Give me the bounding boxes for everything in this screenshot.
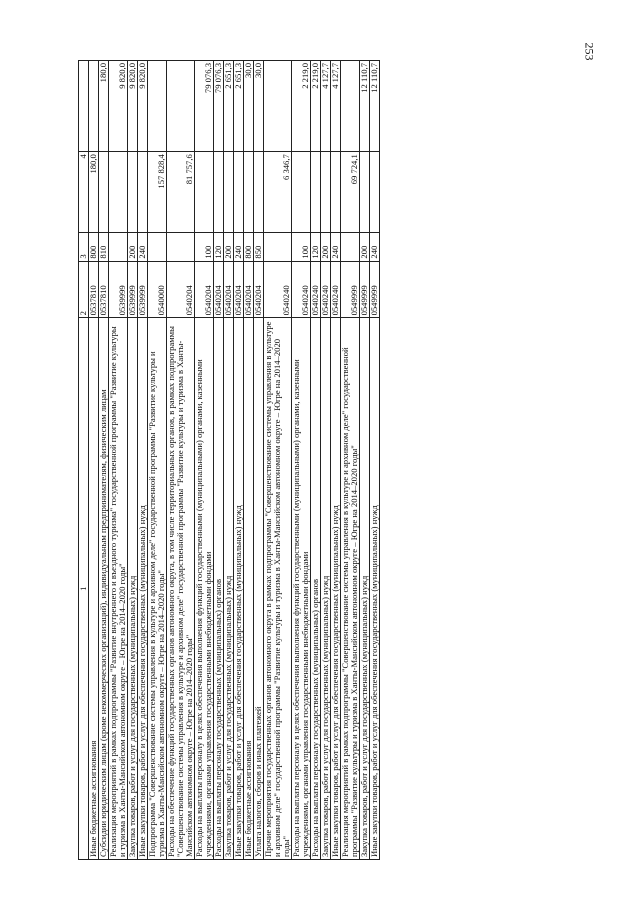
document-page (78, 60, 608, 860)
table-row (224, 61, 234, 860)
row-kvr (148, 232, 167, 261)
row-kvr: 100 (195, 232, 214, 261)
row-value-1 (311, 152, 321, 232)
row-kvr: 240 (331, 232, 341, 261)
header-col-5 (79, 61, 89, 152)
row-name: Закупка товаров, работ и услуг для государственных (муниципальных) нужд (224, 318, 234, 860)
row-value-2: 2 651,3 (224, 61, 234, 152)
row-kvr: 850 (254, 232, 264, 261)
row-kvr: 100 (292, 232, 311, 261)
row-code: 0539999 (109, 261, 128, 318)
row-value-1 (109, 152, 128, 232)
table-row (128, 61, 138, 860)
row-kvr: 810 (99, 232, 109, 261)
row-value-1 (360, 152, 370, 232)
row-name: Субсидии юридическим лицам (кроме некоммерческих организаций), индивидуальным предпринимателям, физическим лицам (99, 318, 109, 860)
row-value-2: 2 219,0 (311, 61, 321, 152)
table-row (360, 61, 370, 860)
table-body (89, 61, 380, 860)
row-code: 0540204 (224, 261, 234, 318)
row-value-1: 6 346,7 (264, 152, 292, 232)
row-kvr (264, 232, 292, 261)
row-value-2: 12 110,7 (370, 61, 380, 152)
row-code: 0539999 (138, 261, 148, 318)
row-value-2: 4 127,7 (331, 61, 341, 152)
table-row (264, 61, 292, 860)
row-code: 0540240 (321, 261, 331, 318)
table-row (99, 61, 109, 860)
row-value-1 (331, 152, 341, 232)
row-value-1 (321, 152, 331, 232)
row-code: 0549999 (360, 261, 370, 318)
budget-table (78, 60, 380, 860)
row-value-2: 79 076,3 (195, 61, 214, 152)
row-name: Закупка товаров, работ и услуг для государственных (муниципальных) нужд (128, 318, 138, 860)
row-kvr: 200 (224, 232, 234, 261)
header-col-1: 1 (79, 318, 89, 860)
row-name: Реализация мероприятий в рамках подпрограммы "Развитие внутреннего и въездного туризма" государственной программы "Развитие культуры и туризма в Ханты-Мансийском автономном округе – Югре на 2014–2020 годы" (109, 318, 128, 860)
row-code: 0537810 (89, 261, 99, 318)
row-name: Расходы на выплаты персоналу в целях обеспечения выполнения функций государственными (муниципальными) органами, казенными учреждениями, органами управления государственными внебюджетными фондами (195, 318, 214, 860)
row-value-1: 69 724,1 (341, 152, 360, 232)
row-name: Иные закупки товаров, работ и услуг для обеспечения государственных (муниципальных) нужд (138, 318, 148, 860)
row-value-1 (370, 152, 380, 232)
row-name: Расходы на обеспечение функций государственных органов автономного округа, в том числе территориальных органов, в рамках подпрограммы "Совершенствование системы управления в культуре и архивном деле" государственной программы "Развитие культуры и туризма в Ханты-Мансийском автономном округе – Югре на 2014–2020 годы" (167, 318, 195, 860)
row-kvr: 200 (321, 232, 331, 261)
row-kvr (167, 232, 195, 261)
row-code: 0540204 (234, 261, 244, 318)
row-value-2: 30,0 (244, 61, 254, 152)
row-name: Расходы на выплаты персоналу государственных (муниципальных) органов (311, 318, 321, 860)
table-row (234, 61, 244, 860)
row-value-2: 30,0 (254, 61, 264, 152)
row-kvr: 240 (138, 232, 148, 261)
row-name: Иные закупки товаров, работ и услуг для обеспечения государственных (муниципальных) нужд (370, 318, 380, 860)
row-value-2: 4 127,7 (321, 61, 331, 152)
row-kvr: 800 (244, 232, 254, 261)
row-kvr (109, 232, 128, 261)
row-value-2 (89, 61, 99, 152)
row-value-1: 81 757,6 (167, 152, 195, 232)
row-code: 0539999 (128, 261, 138, 318)
row-value-1 (214, 152, 224, 232)
row-name: Закупка товаров, работ и услуг для государственных (муниципальных) нужд (360, 318, 370, 860)
row-value-2 (264, 61, 292, 152)
row-code: 0549999 (341, 261, 360, 318)
row-value-1: 157 828,4 (148, 152, 167, 232)
row-code: 0540204 (244, 261, 254, 318)
table-row (370, 61, 380, 860)
row-name: Расходы на выплаты персоналу в целях обеспечения выполнения функций государственными (муниципальными) органами, казенными учреждениями, органами управления государственными внебюджетными фондами (292, 318, 311, 860)
row-kvr: 120 (311, 232, 321, 261)
row-name: Расходы на выплаты персоналу государственных (муниципальных) органов (214, 318, 224, 860)
page-number: 253 (582, 42, 597, 61)
row-value-2 (341, 61, 360, 152)
row-value-2: 180,0 (99, 61, 109, 152)
table-row (89, 61, 99, 860)
row-value-2: 9 820,0 (128, 61, 138, 152)
row-name: Реализация мероприятий в рамках подпрограммы "Совершенствование системы управления в культуре и архивном деле" государственной программы "Развитие культуры и туризма в Ханты-Мансийском автономном округе – Югре на 2014–2020 годы" (341, 318, 360, 860)
table-row (321, 61, 331, 860)
row-code: 0537810 (99, 261, 109, 318)
row-kvr: 240 (370, 232, 380, 261)
row-value-1 (254, 152, 264, 232)
table-row (195, 61, 214, 860)
table-row (109, 61, 128, 860)
row-code: 0540204 (195, 261, 214, 318)
row-name: Уплата налогов, сборов и иных платежей (254, 318, 264, 860)
row-value-2: 2 219,0 (292, 61, 311, 152)
row-value-1 (244, 152, 254, 232)
row-value-1 (128, 152, 138, 232)
row-value-1 (99, 152, 109, 232)
row-value-2: 2 651,3 (234, 61, 244, 152)
row-value-2: 9 820,0 (109, 61, 128, 152)
row-value-1 (224, 152, 234, 232)
row-name: Иные закупки товаров, работ и услуг для обеспечения государственных (муниципальных) нужд (331, 318, 341, 860)
row-name: Подпрограмма "Совершенствование системы управления в культуре и архивном деле" государственной программы "Развитие культуры и туризма в Ханты-Мансийском автономном округе – Югре на 2014–2020 годы" (148, 318, 167, 860)
row-kvr (341, 232, 360, 261)
row-value-2 (167, 61, 195, 152)
row-kvr: 200 (360, 232, 370, 261)
rotated-table-container (78, 60, 608, 860)
table-row (292, 61, 311, 860)
row-code: 0540240 (264, 261, 292, 318)
header-col-2: 2 (79, 261, 89, 318)
table-row (311, 61, 321, 860)
row-value-1 (195, 152, 214, 232)
table-header-row (79, 61, 89, 860)
table-row (138, 61, 148, 860)
table-row (254, 61, 264, 860)
row-name: Закупка товаров, работ и услуг для государственных (муниципальных) нужд (321, 318, 331, 860)
row-name: Иные закупки товаров, работ и услуг для обеспечения государственных (муниципальных) нужд (234, 318, 244, 860)
row-code: 0549999 (370, 261, 380, 318)
row-code: 0540204 (167, 261, 195, 318)
row-code: 0540204 (214, 261, 224, 318)
table-row (214, 61, 224, 860)
row-value-2: 12 110,7 (360, 61, 370, 152)
row-code: 0540000 (148, 261, 167, 318)
header-col-3: 3 (79, 232, 89, 261)
table-row (244, 61, 254, 860)
row-kvr: 120 (214, 232, 224, 261)
table-row (167, 61, 195, 860)
row-value-2 (148, 61, 167, 152)
row-code: 0540204 (254, 261, 264, 318)
row-value-2: 79 076,3 (214, 61, 224, 152)
row-value-1 (234, 152, 244, 232)
row-kvr: 200 (128, 232, 138, 261)
row-value-2: 9 820,0 (138, 61, 148, 152)
table-row (148, 61, 167, 860)
row-value-1: 180,0 (89, 152, 99, 232)
table-row (341, 61, 360, 860)
row-code: 0540240 (331, 261, 341, 318)
row-name: Иные бюджетные ассигнования (244, 318, 254, 860)
row-name: Иные бюджетные ассигнования (89, 318, 99, 860)
row-code: 0540240 (292, 261, 311, 318)
row-name: Прочие мероприятия государственных органов автономного округа в рамках подпрограммы "Совершенствование системы управления в культуре и архивном деле" государственной программы "Развитие культуры и туризма в Ханты-Мансийском автономном округе – Югре на 2014–2020 годы" (264, 318, 292, 860)
table-row (331, 61, 341, 860)
row-value-1 (292, 152, 311, 232)
row-code: 0540240 (311, 261, 321, 318)
row-kvr: 240 (234, 232, 244, 261)
row-value-1 (138, 152, 148, 232)
row-kvr: 800 (89, 232, 99, 261)
header-col-4: 4 (79, 152, 89, 232)
